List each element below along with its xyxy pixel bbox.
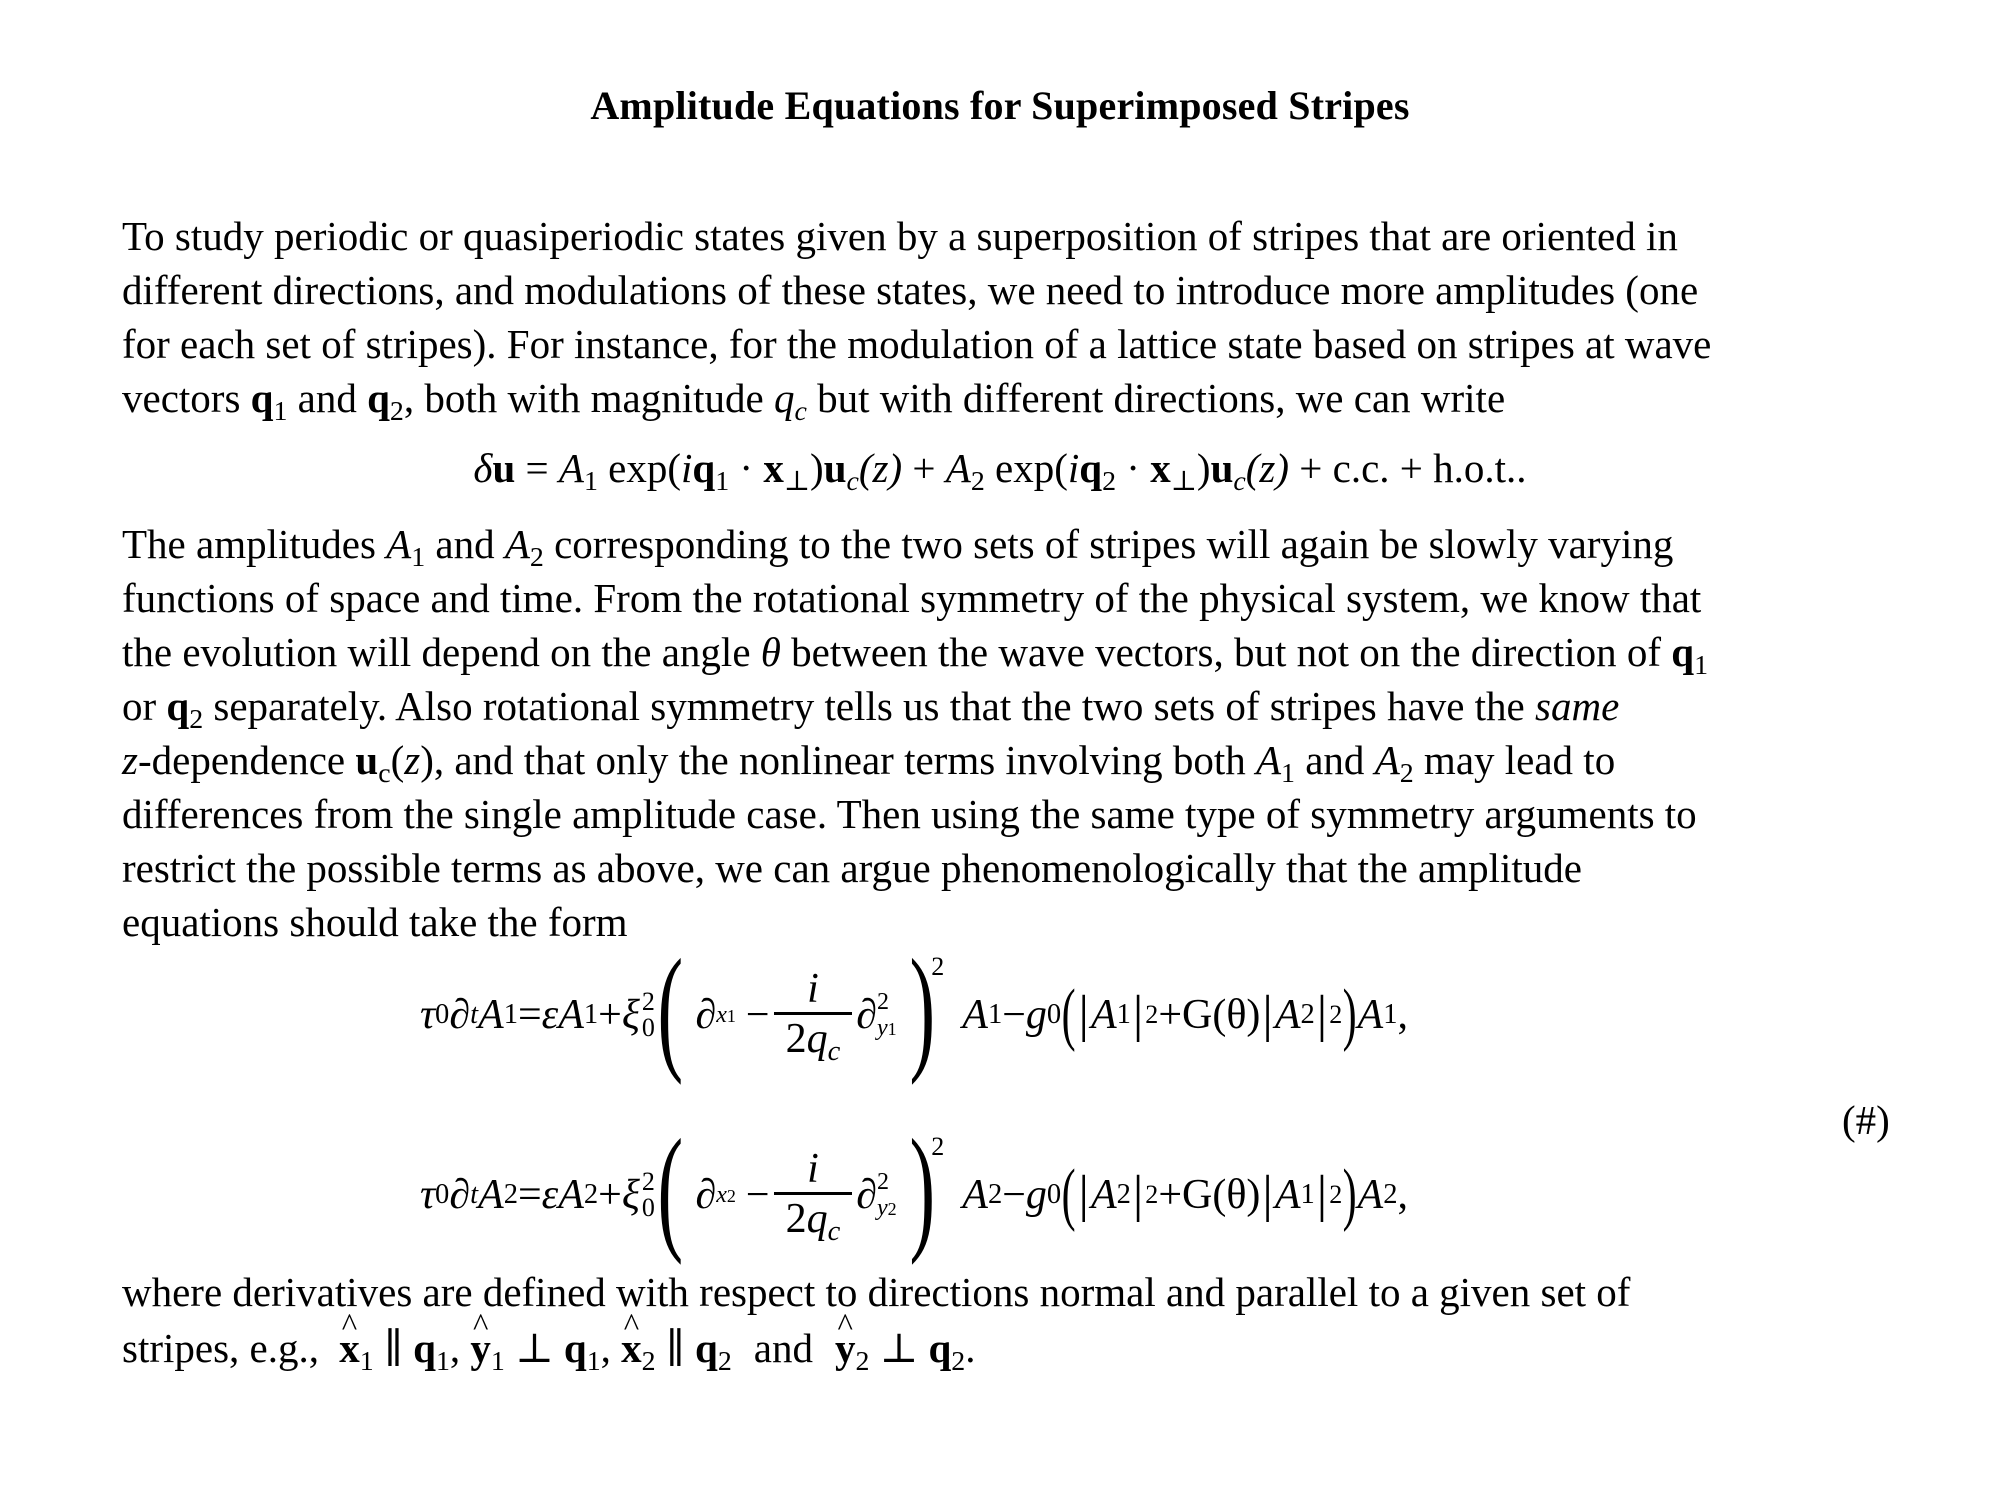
paragraph2-line3: the evolution will depend on the angle θ between the wave vectors, but not on the direction of $q_1$ bbox=[122, 629, 1708, 681]
paragraph2-line1: The amplitudes $A_1$ and $A_2$ corresponding to the two sets of stripes will again be slowly varying bbox=[122, 521, 1674, 573]
paragraph2-line4: or $q_2$ separately. Also rotational symmetry tells us that the two sets of stripes have the same bbox=[122, 683, 1620, 735]
vector-q1: $q_1$ bbox=[250, 375, 288, 427]
left-paren-icon: ( bbox=[657, 1111, 683, 1266]
paragraph2-line6: differences from the single amplitude case. Then using the same type of symmetry arguments to bbox=[122, 791, 1697, 837]
paragraph3-line1: where derivatives are defined with respect to directions normal and parallel to a given set of bbox=[122, 1269, 1631, 1315]
document-title: Amplitude Equations for Superimposed Stripes bbox=[590, 83, 1410, 128]
paragraph2-line8: equations should take the form bbox=[122, 899, 628, 945]
vector-q2: $q_2$ bbox=[367, 375, 404, 427]
equation-number: (#) bbox=[1842, 1097, 1890, 1143]
equation-delta-u: $\delta u = A_1$ $\exp(iq_1 \cdot x_\perp)u_c(z) + A_2$ $\exp(iq_2 \cdot x_\perp)u_c(z) + c.c$. + h.o.t.. bbox=[473, 445, 1527, 497]
paragraph1-line3: for each set of stripes). For instance, for the modulation of a lattice state based on stripes at wave bbox=[122, 321, 1712, 367]
amplitude-equation-2: τ 0 ∂ t A 2 = ε A 2 + ξ 2 0 ( ∂ x2 − $\frac{i}{2q_c}$ ∂ 2 y2 ) 2 A 2 − g 0 ( | A 2 | 2 + G(θ) | A 1 | 2 ) A 2 , bbox=[420, 1111, 1408, 1266]
right-paren-icon: ) bbox=[909, 931, 935, 1086]
right-paren-icon: ) bbox=[909, 1111, 935, 1266]
fraction-i-over-2qc: $\frac{i}{2q_c}$ bbox=[774, 966, 853, 1063]
left-paren-icon: ( bbox=[657, 931, 683, 1086]
paragraph1-line4: vectors $q_1$ and $q_2$, both with magnitude $q_c$ but with different directions, we can write bbox=[122, 375, 1506, 427]
symbol-qc: $q_c$ bbox=[773, 375, 807, 427]
paragraph2-line7: restrict the possible terms as above, we can argue phenomenologically that the amplitude bbox=[122, 845, 1582, 891]
paragraph1-line2: different directions, and modulations of these states, we need to introduce more amplitudes (one bbox=[122, 267, 1699, 313]
paragraph2-line5: z-dependence $u_c(z)$, and that only the nonlinear terms involving both $A_1$ and $A_2$ may lead to bbox=[122, 737, 1616, 789]
paragraph3-line2: stripes, e.g., ^ $x_1$ ∥ $q_1$, ^ $y_1$ ⊥ $q_1$, ^ $x_2$ ∥ $q_2$ and ^ $y_2$ ⊥ $q_2$. bbox=[122, 1328, 975, 1369]
paragraph2-line2: functions of space and time. From the rotational symmetry of the physical system, we know that bbox=[122, 575, 1702, 621]
paragraph1-line1: To study periodic or quasiperiodic states given by a superposition of stripes that are oriented in bbox=[122, 213, 1678, 259]
amplitude-equation-1: τ 0 ∂ t A 1 = ε A 1 + ξ 2 0 ( ∂ x1 − $\frac{i}{2q_c}$ ∂ 2 y1 ) 2 A 1 − g 0 ( | A 1 | 2 + G(θ) | A 2 | 2 ) A 1 , bbox=[420, 931, 1408, 1086]
fraction-i-over-2qc: $\frac{i}{2q_c}$ bbox=[774, 1146, 853, 1243]
